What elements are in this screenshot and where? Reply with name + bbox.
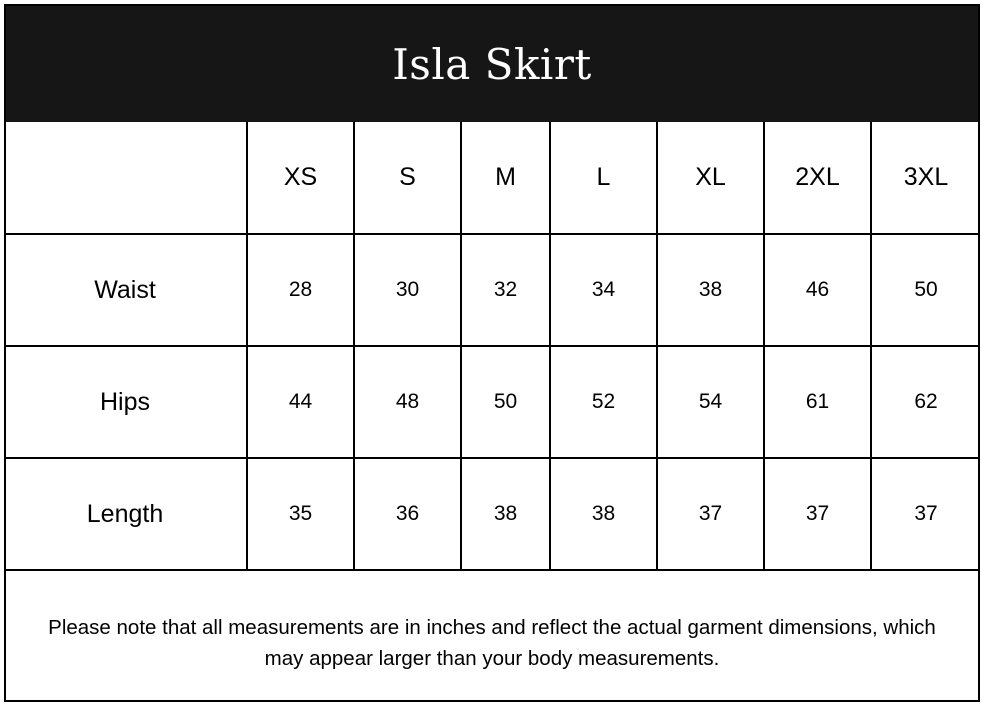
table-cell: 48 [354,346,461,458]
table-cell: 50 [461,346,550,458]
table-cell: 46 [764,234,871,346]
table-cell: 30 [354,234,461,346]
table-cell: 36 [354,458,461,570]
title-bar [6,6,978,122]
table-cell: 28 [247,234,354,346]
size-header-2xl: 2XL [764,122,871,234]
size-header-l: L [550,122,657,234]
size-header-row [4,122,980,234]
size-header-m: M [461,122,550,234]
size-header-3xl: 3XL [871,122,980,234]
table-cell: 32 [461,234,550,346]
table-cell: 54 [657,346,764,458]
row-label-length: Length [4,458,247,570]
size-header-xl: XL [657,122,764,234]
table-cell: 37 [764,458,871,570]
size-chart [4,4,980,702]
table-cell: 34 [550,234,657,346]
table-row [4,346,980,458]
table-cell: 37 [657,458,764,570]
measurement-note: Please note that all measurements are in inches and reflect the actual garment dimensions, which may appear larger than your body measurements. [48,616,936,670]
table-row [4,234,980,346]
size-table [4,122,980,571]
row-label-waist: Waist [4,234,247,346]
table-row [4,458,980,570]
size-header-s: S [354,122,461,234]
table-cell: 37 [871,458,980,570]
table-cell: 61 [764,346,871,458]
table-cell: 62 [871,346,980,458]
size-header-xs: XS [247,122,354,234]
row-label-hips: Hips [4,346,247,458]
table-cell: 50 [871,234,980,346]
table-cell: 35 [247,458,354,570]
table-cell: 44 [247,346,354,458]
chart-title: Isla Skirt [392,39,592,89]
table-cell: 38 [550,458,657,570]
table-cell: 38 [657,234,764,346]
table-cell: 52 [550,346,657,458]
empty-corner-cell [4,122,247,234]
table-cell: 38 [461,458,550,570]
